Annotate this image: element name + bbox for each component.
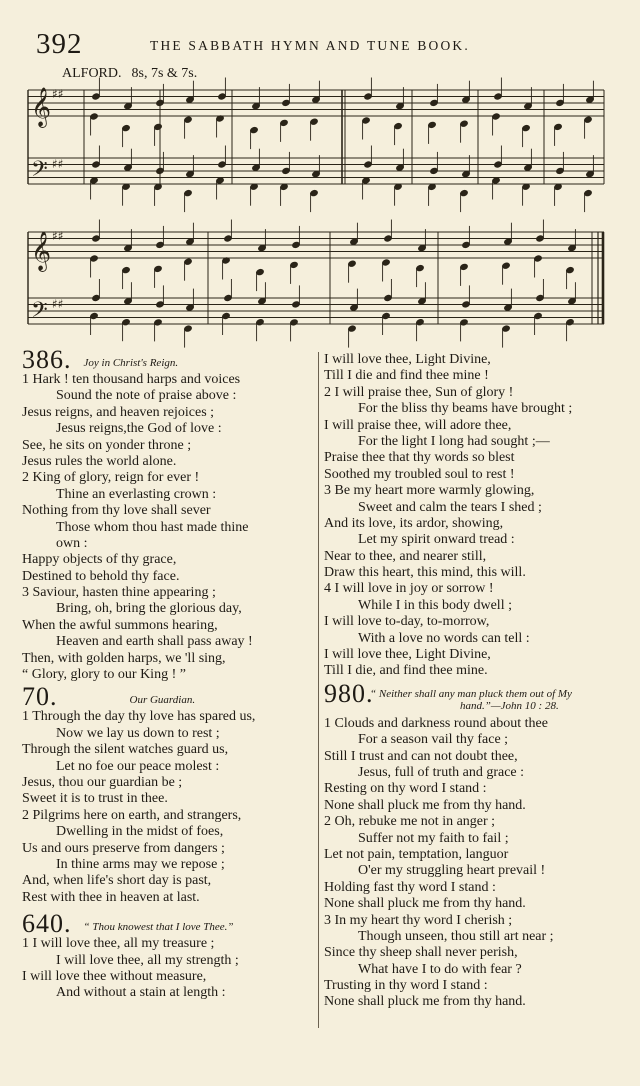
- hymn-line: While I in this body dwell ;: [358, 597, 512, 613]
- hymn-line: Near to thee, and nearer still,: [324, 548, 487, 564]
- hymn-line: Let no foe our peace molest :: [56, 758, 220, 774]
- hymn-line: None shall pluck me from thy hand.: [324, 994, 526, 1010]
- epigraph-line-1: “ Neither shall any man pluck them out of My: [370, 687, 572, 700]
- hymn-line: 1 Hark ! ten thousand harps and voices: [22, 372, 241, 387]
- hymn-640-number: 640.: [22, 909, 72, 939]
- hymn-line: Jesus reigns,the God of love :: [56, 421, 222, 437]
- running-title: THE SABBATH HYMN AND TUNE BOOK.: [150, 38, 470, 53]
- hymn-line: For a season vail thy face ;: [358, 732, 509, 748]
- hymn-line: Let not pain, temptation, languor: [324, 846, 509, 862]
- column-divider: [318, 352, 319, 1028]
- hymn-line: With a love no words can tell :: [358, 630, 530, 646]
- hymn-line: Though unseen, thou still art near ;: [358, 928, 554, 944]
- hymn-line: 2 King of glory, reign for ever !: [22, 470, 200, 486]
- music-score: [0, 0, 640, 350]
- hymn-386-number: 386.: [22, 345, 72, 374]
- hymn-70-title: Our Guardian.: [129, 694, 196, 707]
- hymn-line: Jesus rules the world alone.: [22, 453, 177, 469]
- hymn-line: Jesus, full of truth and grace :: [358, 764, 525, 780]
- hymn-line: For the light I long had sought ;—: [358, 433, 550, 449]
- hymn-line: I will love thee without measure,: [22, 968, 207, 984]
- svg-text:♯♯: ♯♯: [52, 87, 64, 101]
- music-system-2: [28, 229, 604, 328]
- hymn-line: Thine an everlasting crown :: [56, 486, 217, 502]
- hymn-640-text: [22, 936, 318, 1002]
- hymn-386-title: Joy in Christ's Reign.: [83, 357, 179, 369]
- svg-text:𝄞: 𝄞: [31, 231, 52, 271]
- tune-name: ALFORD.: [62, 66, 122, 81]
- hymn-line: own :: [56, 535, 88, 551]
- hymn-line: Nothing from thy love shall sever: [22, 503, 211, 519]
- right-column: [324, 352, 620, 1011]
- hymn-980-number: 980.: [324, 678, 374, 708]
- svg-text:𝄞: 𝄞: [31, 87, 52, 127]
- hymn-line: Draw this heart, this mind, this will.: [324, 565, 526, 581]
- hymn-line: See, he sits on yonder throne ;: [22, 437, 192, 453]
- hymn-line: Suffer not my faith to fail ;: [358, 830, 509, 846]
- hymn-line: Resting on thy word I stand :: [324, 781, 487, 797]
- hymn-line: 2 Oh, rebuke me not in anger ;: [324, 814, 496, 830]
- hymn-640-header: [22, 909, 318, 939]
- svg-text:𝄢: 𝄢: [31, 157, 48, 187]
- hymn-line: Destined to behold thy face.: [22, 568, 180, 584]
- hymn-line: And without a stain at length :: [56, 985, 226, 1001]
- hymn-line: In thine arms may we repose ;: [56, 856, 225, 872]
- hymn-line: Still I trust and can not doubt thee,: [324, 748, 518, 764]
- hymn-line: Till I die and find thee mine !: [324, 368, 489, 384]
- hymn-line: None shall pluck me from thy hand.: [324, 797, 526, 813]
- hymn-980-epigraph: [370, 688, 610, 712]
- hymn-line: Dwelling in the midst of foes,: [56, 824, 224, 840]
- hymn-line: Praise thee that thy words so blest: [324, 450, 515, 466]
- hymn-640-continued: [324, 352, 620, 680]
- svg-text:𝄢: 𝄢: [31, 298, 48, 328]
- hymn-line: 3 Saviour, hasten thine appearing ;: [22, 585, 216, 601]
- epigraph-line-2: hand.”—John 10 : 28.: [460, 699, 559, 712]
- hymn-line: Then, with golden harps, we 'll sing,: [22, 650, 226, 666]
- hymn-line: I will love thee, Light Divine,: [324, 352, 491, 367]
- left-column: [22, 345, 318, 1002]
- hymn-980-header: [324, 678, 620, 716]
- hymn-line: Bring, oh, bring the glorious day,: [56, 601, 242, 617]
- hymn-line: Since thy sheep shall never perish,: [324, 945, 518, 961]
- hymn-line: Heaven and earth shall pass away !: [56, 634, 253, 650]
- hymn-386-text: [22, 372, 318, 683]
- hymn-line: 3 Be my heart more warmly glowing,: [324, 483, 535, 499]
- hymn-line: Happy objects of thy grace,: [22, 552, 177, 568]
- hymn-640-title: “ Thou knowest that I love Thee.”: [83, 921, 234, 934]
- hymn-70-header: [22, 682, 318, 712]
- hymn-line: Jesus reigns, and heaven rejoices ;: [22, 404, 215, 420]
- hymn-line: “ Glory, glory to our King ! ”: [22, 667, 186, 683]
- hymn-line: Sweet it is to trust in thee.: [22, 791, 168, 807]
- hymn-line: Till I die, and find thee mine.: [324, 663, 488, 679]
- hymn-line: 4 I will love in joy or sorrow !: [324, 581, 494, 597]
- hymn-line: Holding fast thy word I stand :: [324, 879, 496, 895]
- hymn-line: Sweet and calm the tears I shed ;: [358, 499, 542, 515]
- hymn-line: Us and ours preserve from dangers ;: [22, 840, 225, 856]
- hymn-line: I will love thee, Light Divine,: [324, 647, 491, 663]
- hymn-line: Those whom thou hast made thine: [56, 519, 249, 535]
- hymn-line: Soothed my troubled soul to rest !: [324, 466, 515, 482]
- hymn-70-number: 70.: [22, 682, 58, 712]
- tune-meter: 8s, 7s & 7s.: [131, 66, 198, 81]
- hymn-line: Trusting in thy word I stand :: [324, 978, 488, 994]
- hymn-line: 1 Clouds and darkness round about thee: [324, 715, 548, 731]
- svg-text:♯♯: ♯♯: [52, 229, 64, 243]
- hymn-line: I will love thee, all my strength ;: [56, 952, 239, 968]
- hymn-line: And its love, its ardor, showing,: [324, 515, 504, 531]
- hymn-line: And, when life's short day is past,: [22, 873, 212, 889]
- svg-text:♯♯: ♯♯: [52, 157, 64, 171]
- hymn-line: Now we lay us down to rest ;: [56, 725, 220, 741]
- hymn-line: 1 Through the day thy love has spared us,: [22, 709, 256, 725]
- hymn-line: For the bliss thy beams have brought ;: [358, 401, 573, 417]
- hymn-line: When the awful summons hearing,: [22, 617, 218, 633]
- hymn-line: Rest with thee in heaven at last.: [22, 889, 200, 905]
- hymn-980-text: [324, 716, 620, 1011]
- hymn-70-text: [22, 709, 318, 906]
- hymn-line: 2 I will praise thee, Sun of glory !: [324, 384, 514, 400]
- hymn-line: Jesus, thou our guardian be ;: [22, 774, 183, 790]
- hymn-line: O'er my struggling heart prevail !: [358, 863, 546, 879]
- hymn-line: 2 Pilgrims here on earth, and strangers,: [22, 807, 242, 823]
- hymn-line: I will love to-day, to-morrow,: [324, 614, 490, 630]
- hymn-line: What have I to do with fear ?: [358, 961, 522, 977]
- hymn-line: Through the silent watches guard us,: [22, 742, 229, 758]
- hymn-line: None shall pluck me from thy hand.: [324, 896, 526, 912]
- svg-text:♯♯: ♯♯: [52, 297, 64, 311]
- page-number: 392: [36, 28, 83, 60]
- hymn-line: Sound the note of praise above :: [56, 388, 237, 404]
- hymn-line: 3 In my heart thy word I cherish ;: [324, 912, 513, 928]
- hymn-386-header: [22, 345, 318, 374]
- hymn-line: 1 I will love thee, all my treasure ;: [22, 936, 215, 952]
- hymn-line: Let my spirit onward tread :: [358, 532, 515, 548]
- hymn-line: I will praise thee, will adore thee,: [324, 417, 512, 433]
